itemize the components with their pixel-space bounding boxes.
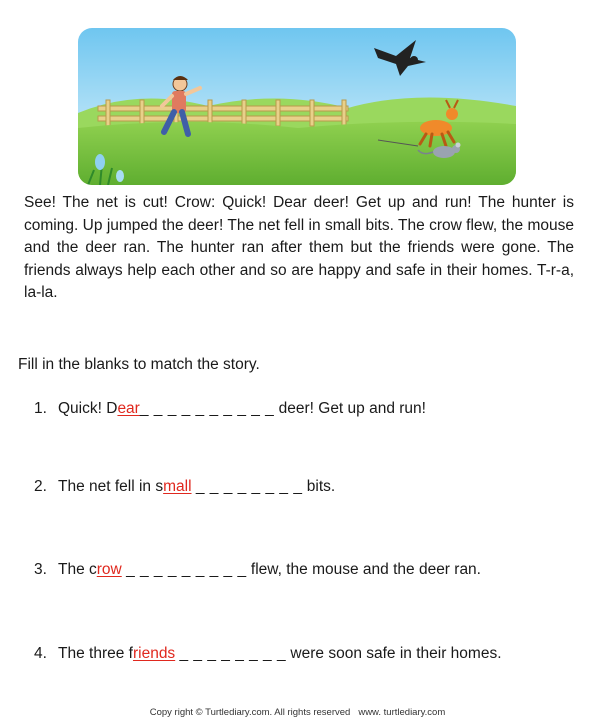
question-3 <box>34 561 481 579</box>
question-suffix: deer! Get up and run! <box>278 400 426 417</box>
question-2 <box>34 478 335 496</box>
question-suffix: were soon safe in their homes. <box>290 645 502 662</box>
question-suffix: bits. <box>306 478 336 495</box>
question-prefix: Quick! D <box>58 400 118 417</box>
answer-text: riends <box>132 645 176 662</box>
question-number: 3. <box>34 561 47 578</box>
answer-text: row <box>96 561 122 578</box>
story-paragraph: See! The net is cut! Crow: Quick! Dear deer! Get up and run! The hunter is coming. Up jumped the deer! The net fell in small bits. The crow flew, the mouse and the deer ran. The hunter ran after them but the friends were gone. The friends always help each other and so are happy and safe in their homes. T-r-a, la-la. <box>24 194 574 301</box>
question-suffix: flew, the mouse and the deer ran. <box>250 561 481 578</box>
blank-line[interactable]: _ _ _ _ _ _ _ _ <box>195 478 303 495</box>
footer <box>0 707 595 718</box>
answer-text: mall <box>163 478 192 495</box>
story-illustration <box>78 28 516 185</box>
question-prefix: The c <box>58 561 97 578</box>
question-4 <box>34 645 502 663</box>
answer-text: ear <box>117 400 140 417</box>
question-prefix: The three f <box>58 645 133 662</box>
blank-line[interactable]: _ _ _ _ _ _ _ _ <box>179 645 287 662</box>
question-prefix: The net fell in s <box>58 478 164 495</box>
question-number: 4. <box>34 645 47 662</box>
question-number: 2. <box>34 478 47 495</box>
question-number: 1. <box>34 400 47 417</box>
site-url: www. turtlediary.com <box>358 707 446 718</box>
copyright-text: Copy right © Turtlediary.com. All rights reserved <box>149 707 351 718</box>
instructions: Fill in the blanks to match the story. <box>18 356 260 373</box>
question-1 <box>34 400 426 418</box>
blank-line[interactable]: _ _ _ _ _ _ _ _ _ <box>126 561 247 578</box>
blank-line[interactable]: _ _ _ _ _ _ _ _ _ _ <box>139 400 275 417</box>
